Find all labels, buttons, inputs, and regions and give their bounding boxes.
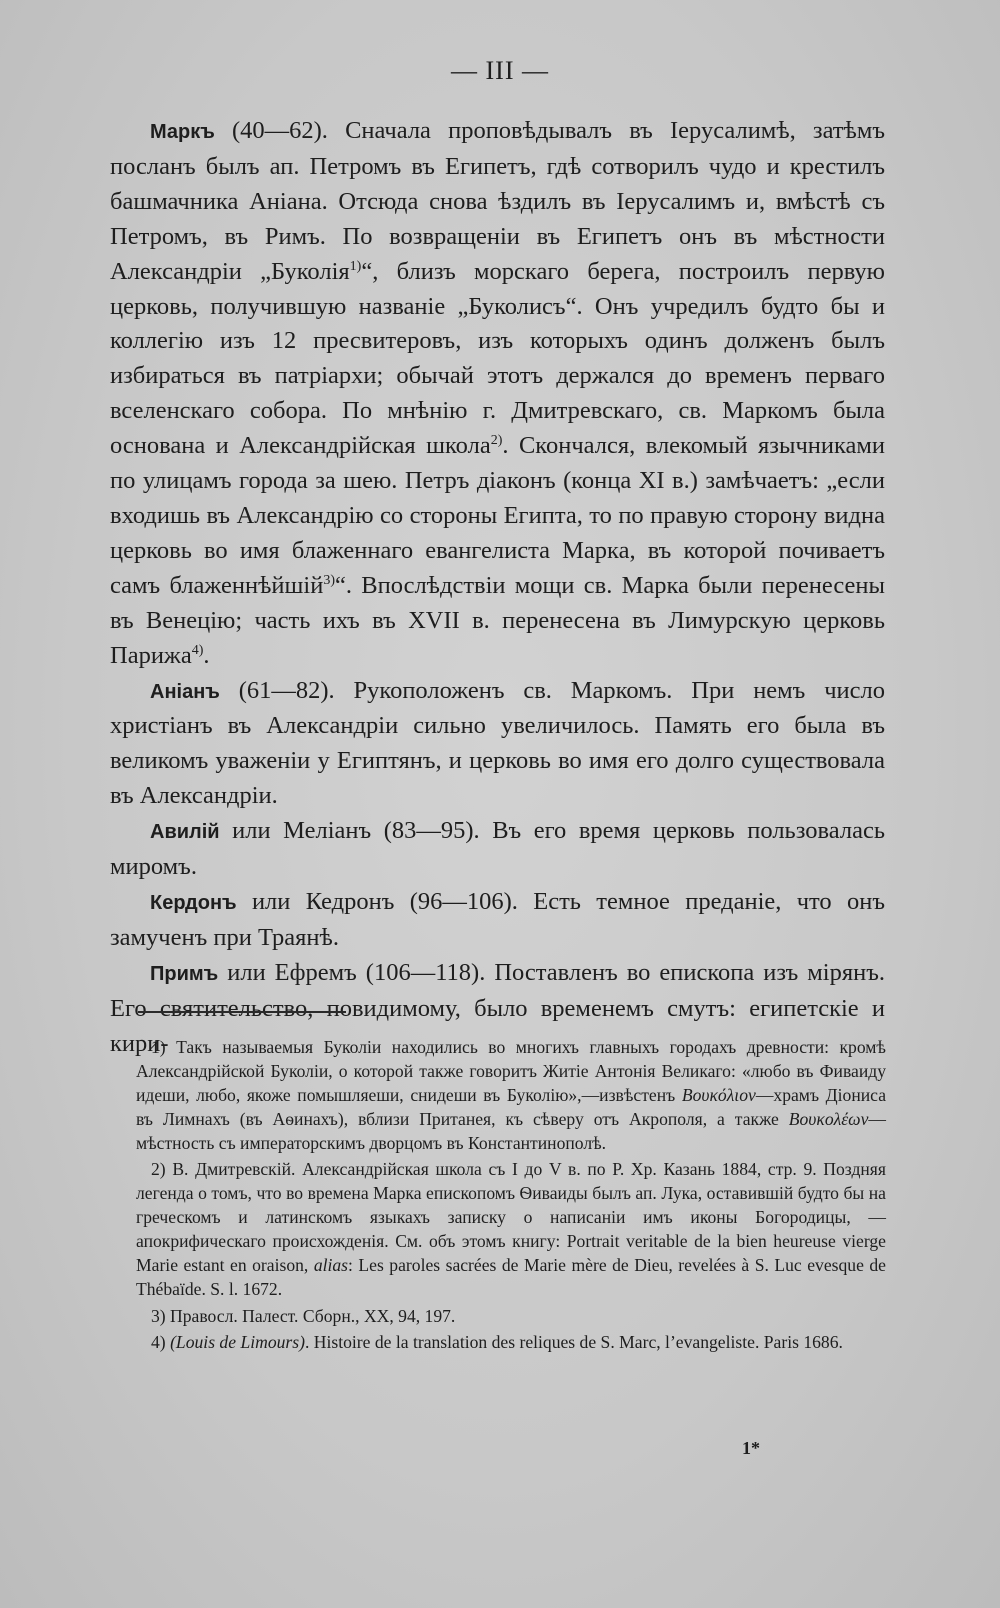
footnote-ref[interactable]: 2) (490, 433, 503, 448)
entry-name: Маркъ (150, 121, 215, 143)
footnote-ref[interactable]: 4) (191, 642, 204, 658)
footnote-1: 1) Такъ называемыя Буколіи находились во многихъ главныхъ городахъ древности: кромѣ Александрійской Буколіи, о которой также говоритъ Житіе Антонія Великаго: «любо въ Фиваиду идеши, любо, якоже помышляеши, снидеши въ Буколію»,—извѣстенъ Βουκόλιον—храмъ Діониса въ Лимнахъ (въ Аѳинахъ), вблизи Пританея, къ сѣверу отъ Акрополя, а также Βουκολέων—мѣстность съ императорскимъ дворцомъ въ Константинополѣ. (136, 1037, 887, 1154)
entry-name: Аніанъ (150, 680, 220, 703)
paragraph-kerdon: Кердонъ или Кедронъ (96—106). Есть темное преданіе, что онъ замученъ при Траянѣ. (110, 887, 885, 951)
paragraph-aviliy: Авилій или Меліанъ (83—95). Въ его время церковь пользовалась миромъ. (110, 817, 885, 881)
paragraph-anian: Аніанъ (61—82). Рукоположенъ св. Маркомъ. При немъ число христіанъ въ Александріи сильно увеличилось. Память его была въ великомъ уваженіи у Египтянъ, и церковь во имя его долго существовала въ Александріи. (110, 676, 885, 810)
footnote-4: 4) (Louis de Limours). Histoire de la translation des reliques de S. Marc, l’evangeliste. Paris 1686. (151, 1331, 843, 1352)
footnote-divider (138, 1011, 346, 1013)
footnotes (136, 1035, 886, 1354)
main-text (110, 114, 885, 1061)
footnote-3: 3) Правосл. Палест. Сборн., XX, 94, 197. (151, 1305, 456, 1326)
footnote-ref[interactable]: 3) (323, 572, 336, 588)
footnote-ref[interactable]: 1) (349, 258, 362, 274)
entry-name: Авилій (150, 821, 220, 844)
paragraph-mark: Маркъ (40—62). Сначала проповѣдывалъ въ Іерусалимѣ, затѣмъ посланъ былъ ап. Петромъ въ Египетъ, гдѣ сотворилъ чудо и крестилъ башмачника Аніана. Отсюда снова ѣздилъ въ Іерусалимъ и, вмѣстѣ съ Петромъ, въ Римъ. По возвращеніи въ Египетъ онъ въ мѣстности Александріи „Буколія$^{1)}$“, близъ морскаго берега, построилъ первую церковь, получившую названіе „Буколисъ“. Онъ учредилъ будто бы и коллегію изъ 12 пресвитеровъ, изъ которыхъ одинъ долженъ былъ избираться въ патріархи; обычай этотъ держался до временъ перваго вселенскаго собора. По мнѣнію г. Дмитревскаго, св. Маркомъ была основана и Александрійская школа$^{2)}$. Скончался, влекомый язычниками по улицамъ города за шею. Петръ діаконъ (конца XI в.) замѣчаетъ: „если входишь въ Александрію со стороны Египта, то по правую сторону видна церковь во имя блаженнаго евангелиста Марка, въ которой почиваетъ самъ блаженнѣйшій$^{3)}$“. Впослѣдствіи мощи св. Марка были перенесены въ Венецію; часть ихъ въ XVII в. перенесена въ Лимурскую церковь Парижа$^{4)}$. (110, 117, 886, 669)
footnote-2: 2) В. Дмитревскій. Александрійская школа съ I до V в. по Р. Хр. Казань 1884, стр. 9. Поздняя легенда о томъ, что во времена Марка епископомъ Ѳиваиды былъ ап. Лука, оставившій будто бы на греческомъ и латинскомъ языкахъ записку о написаніи имъ иконы Богородицы, — апокрифическаго происхожденія. См. объ этомъ книгу: Portrait veritable de la bien heureuse vierge Marie estant en oraison, alias: Les paroles sacrées de Marie mère de Dieu, revelées à S. Luc evesque de Thébaïde. S. l. 1672. (136, 1159, 886, 1300)
paragraph-prim: Примъ или Ефремъ (106—118). Поставленъ во епископа изъ мірянъ. Его святительство, повидимому, было временемъ смутъ: египетскіе и кири- (110, 958, 885, 1057)
entry-name: Кердонъ (150, 891, 237, 914)
signature-mark: 1* (742, 1438, 760, 1458)
entry-name: Примъ (150, 962, 219, 985)
page-header: — III — (451, 56, 549, 85)
